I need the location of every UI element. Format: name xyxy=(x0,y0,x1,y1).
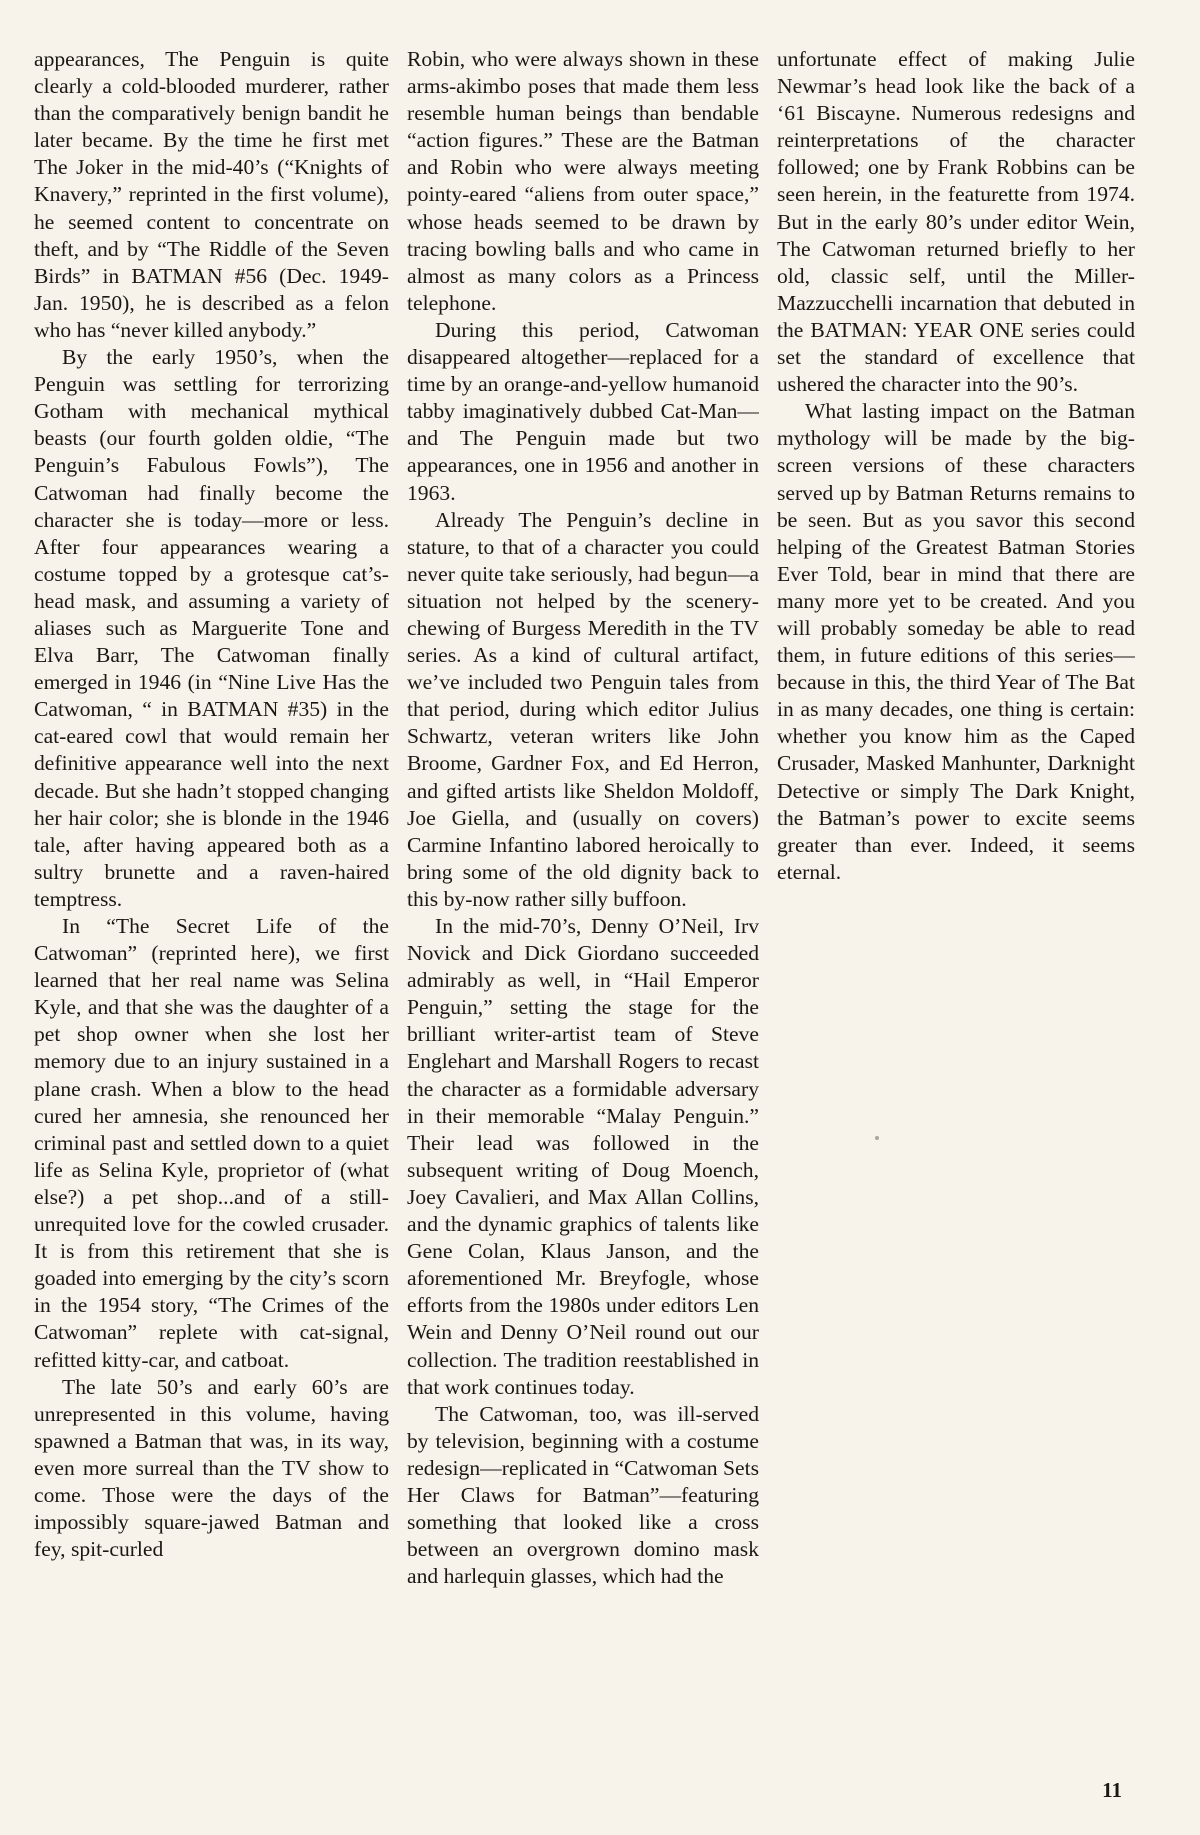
text-column-2 xyxy=(407,46,759,1766)
paragraph: During this period, Catwoman disappeared altogether—replaced for a time by an orange-and-yellow humanoid tabby imaginatively dubbed Cat-Man—and The Penguin made but two appearances, one in 1956 and another in 1963. xyxy=(407,317,759,505)
text-column-3 xyxy=(777,46,1135,1766)
page-number: 11 xyxy=(1102,1778,1122,1802)
paragraph: unfortunate effect of making Julie Newmar’s head look like the back of a ‘61 Biscayne. Numerous redesigns and reinterpretations of the character followed; one by Frank Robbins can be seen herein, in the featurette from 1974. But in the early 80’s under editor Wein, The Catwoman returned briefly to her old, classic self, until the Miller-Mazzucchelli incarnation that debuted in the BATMAN: YEAR ONE series could set the standard of excellence that ushered the character into the 90’s. xyxy=(777,47,1135,397)
paragraph: Robin, who were always shown in these arms-akimbo poses that made them less resemble human beings than bendable “action figures.” These are the Batman and Robin who were always meeting pointy-eared “aliens from outer space,” whose heads seemed to be drawn by tracing bowling balls and who came in almost as many colors as a Princess telephone. xyxy=(407,47,759,315)
paragraph: The Catwoman, too, was ill-served by television, beginning with a costume redesign—replicated in “Catwoman Sets Her Claws for Batman”—featuring something that looked like a cross between an overgrown domino mask and harlequin glasses, which had the xyxy=(407,1401,759,1589)
paper-speck xyxy=(875,1136,879,1140)
paragraph: The late 50’s and early 60’s are unrepresented in this volume, having spawned a Batman that was, in its way, even more surreal than the TV show to come. Those were the days of the impossibly square-jawed Batman and fey, spit-curled xyxy=(34,1374,389,1562)
text-column-1 xyxy=(34,46,389,1766)
paragraph: By the early 1950’s, when the Penguin was settling for terrorizing Gotham with mechanical mythical beasts (our fourth golden oldie, “The Penguin’s Fabulous Fowls”), The Catwoman had finally become the character she is today—more or less. After four appearances wearing a costume topped by a grotesque cat’s-head mask, and assuming a variety of aliases such as Marguerite Tone and Elva Barr, The Catwoman finally emerged in 1946 (in “Nine Live Has the Catwoman, “ in BATMAN #35) in the cat-eared cowl that would remain her definitive appearance well into the next decade. But she hadn’t stopped changing her hair color; she is blonde in the 1946 tale, after having appeared both as a sultry brunette and a raven-haired temptress. xyxy=(34,345,389,911)
paragraph: In “The Secret Life of the Catwoman” (reprinted here), we first learned that her real name was Selina Kyle, and that she was the daughter of a pet shop owner when she lost her memory due to an injury sustained in a plane crash. When a blow to the head cured her amnesia, she renounced her criminal past and settled down to a quiet life as Selina Kyle, proprietor of (what else?) a pet shop...and of a still-unrequited love for the cowled crusader. It is from this retirement that she is goaded into emerging by the city’s scorn in the 1954 story, “The Crimes of the Catwoman” replete with cat-signal, refitted kitty-car, and catboat. xyxy=(34,914,389,1372)
paragraph: What lasting impact on the Batman mythology will be made by the big-screen versions of these characters served up by Batman Returns remains to be seen. But as you savor this second helping of the Greatest Batman Stories Ever Told, bear in mind that there are many more yet to be created. And you will probably someday be able to read them, in future editions of this series—because in this, the third Year of The Bat in as many decades, one thing is certain: whether you know him as the Caped Crusader, Masked Manhunter, Darknight Detective or simply The Dark Knight, the Batman’s power to excite seems greater than ever. Indeed, it seems eternal. xyxy=(777,399,1135,884)
paragraph: Already The Penguin’s decline in stature, to that of a character you could never quite take seriously, had begun—a situation not helped by the scenery-chewing of Burgess Meredith in the TV series. As a kind of cultural artifact, we’ve included two Penguin tales from that period, during which editor Julius Schwartz, veteran writers like John Broome, Gardner Fox, and Ed Herron, and gifted artists like Sheldon Moldoff, Joe Giella, and (usually on covers) Carmine Infantino labored heroically to bring some of the old dignity back to this by-now rather silly buffoon. xyxy=(407,507,759,911)
paragraph: appearances, The Penguin is quite clearly a cold-blooded murderer, rather than the comparatively benign bandit he later became. By the time he first met The Joker in the mid-40’s (“Knights of Knavery,” reprinted in the first volume), he seemed content to concentrate on theft, and by “The Riddle of the Seven Birds” in BATMAN #56 (Dec. 1949-Jan. 1950), he is described as a felon who has “never killed anybody.” xyxy=(34,47,389,342)
paragraph: In the mid-70’s, Denny O’Neil, Irv Novick and Dick Giordano succeeded admirably as well, in “Hail Emperor Penguin,” setting the stage for the brilliant writer-artist team of Steve Englehart and Marshall Rogers to recast the character as a formidable adversary in their memorable “Malay Penguin.” Their lead was followed in the subsequent writing of Doug Moench, Joey Cavalieri, and Max Allan Collins, and the dynamic graphics of talents like Gene Colan, Klaus Janson, and the aforementioned Mr. Breyfogle, whose efforts from the 1980s under editors Len Wein and Denny O’Neil round out our collection. The tradition reestablished in that work continues today. xyxy=(407,914,759,1399)
